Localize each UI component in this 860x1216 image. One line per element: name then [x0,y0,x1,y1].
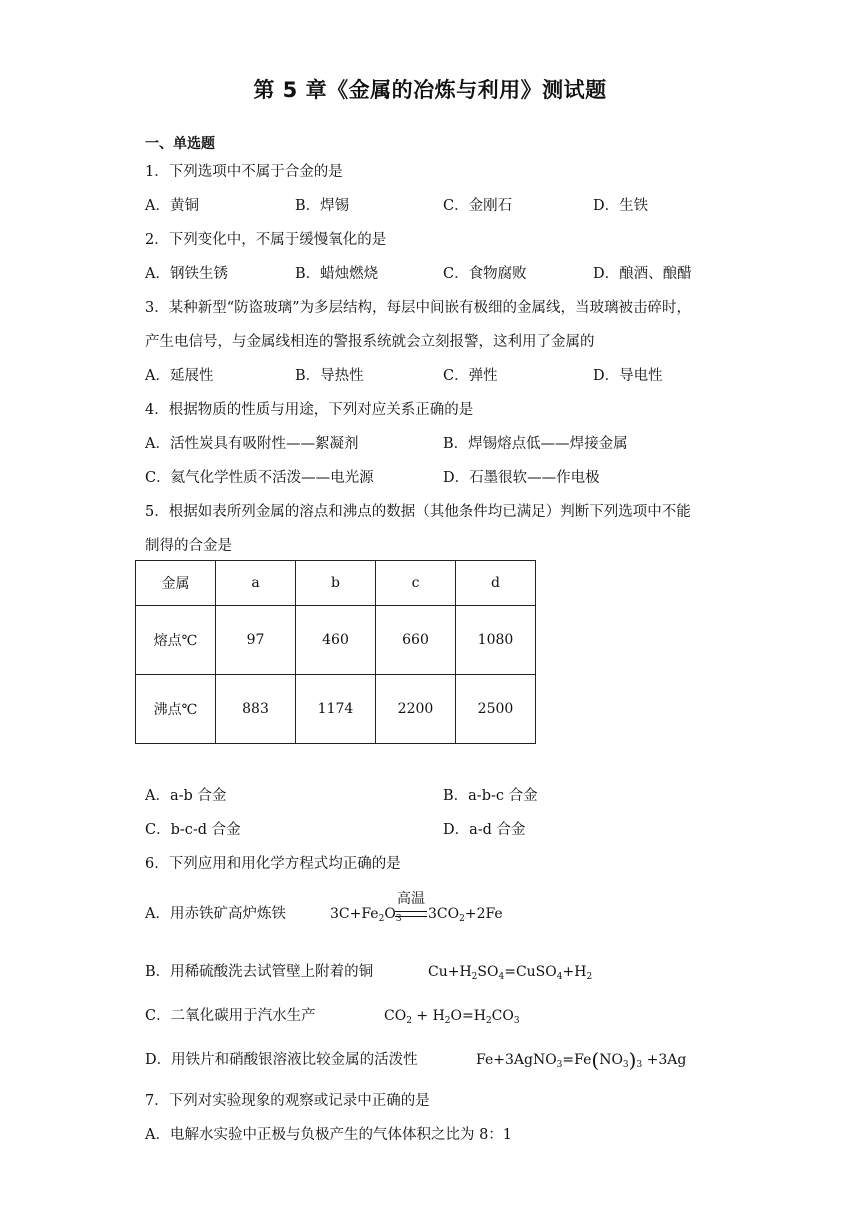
table-cell: 883 [216,675,296,744]
q3-option-c: C．弹性 [443,368,498,384]
q1-option-d: D．生铁 [593,198,649,214]
question-5-stem-line2: 制得的合金是 [145,538,232,554]
q6-equation-c: $CO_2 + H_2O=H_2CO_3$ [384,1008,520,1026]
q7-option-a: A．电解水实验中正极与负极产生的气体体积之比为 8：1 [145,1127,513,1143]
q4-option-a: A．活性炭具有吸附性——絮凝剂 [145,436,359,452]
table-cell: 97 [216,606,296,675]
section-heading: 一、单选题 [145,136,215,152]
question-2-stem: 2．下列变化中，不属于缓慢氧化的是 [145,232,387,248]
q6-option-d: D．用铁片和硝酸银溶液比较金属的活泼性 [145,1052,418,1068]
table-cell: c [376,561,456,606]
question-5-stem-line1: 5．根据如表所列金属的溶点和沸点的数据（其他条件均已满足）判断下列选项中不能 [145,504,691,520]
table-cell: 2200 [376,675,456,744]
q4-option-c: C．氦气化学性质不活泼——电光源 [145,470,374,486]
q2-option-d: D．酿酒、酿醋 [593,266,692,282]
table-cell: 2500 [456,675,536,744]
q6-option-c: C．二氧化碳用于汽水生产 [145,1008,316,1024]
table-cell: 熔点℃ [136,606,216,675]
table-cell: d [456,561,536,606]
table-cell: b [296,561,376,606]
q5-option-c: C．b-c-d 合金 [145,822,241,838]
question-1-stem: 1．下列选项中不属于合金的是 [145,164,343,180]
question-3-stem-line2: 产生电信号，与金属线相连的警报系统就会立刻报警，这利用了金属的 [145,334,595,350]
table-cell: 1080 [456,606,536,675]
q2-option-c: C．食物腐败 [443,266,527,282]
table-header-row [136,561,536,606]
table-cell: 460 [296,606,376,675]
table-cell: 660 [376,606,456,675]
q4-option-d: D．石墨很软——作电极 [443,470,600,486]
q1-option-a: A．黄铜 [145,198,199,214]
q6-equation-a-left: $3C+Fe_2O_3$ [330,906,402,924]
equation-double-line [395,911,427,917]
q3-option-b: B．导热性 [295,368,364,384]
q6-option-b: B．用稀硫酸洗去试管壁上附着的铜 [145,964,374,980]
table-cell: 金属 [136,561,216,606]
q3-option-d: D．导电性 [593,368,663,384]
table-row [136,606,536,675]
q6-equation-a-right: $3CO_2+2Fe$ [428,906,503,924]
question-7-stem: 7．下列对实验现象的观察或记录中正确的是 [145,1093,430,1109]
q6-option-a: A．用赤铁矿高炉炼铁 [145,906,286,922]
page-title: 第 5 章《金属的冶炼与利用》测试题 [253,78,607,102]
table-cell: 沸点℃ [136,675,216,744]
table-row [136,675,536,744]
q2-option-a: A．钢铁生锈 [145,266,228,282]
q5-option-d: D．a-d 合金 [443,822,526,838]
q1-option-b: B．焊锡 [295,198,350,214]
q4-option-b: B．焊锡熔点低——焊接金属 [443,436,628,452]
q6-equation-d: $Fe+3AgNO_3=Fe(NO_3)_3 +3Ag$ [476,1048,687,1072]
question-4-stem: 4．根据物质的性质与用途，下列对应关系正确的是 [145,402,474,418]
table-cell: 1174 [296,675,376,744]
table-cell: a [216,561,296,606]
question-3-stem-line1: 3．某种新型“防盗玻璃”为多层结构，每层中间嵌有极细的金属线，当玻璃被击碎时， [145,300,692,316]
q6-reaction-condition: 高温 [397,891,425,907]
q2-option-b: B．蜡烛燃烧 [295,266,379,282]
q5-option-a: A．a-b 合金 [145,788,227,804]
q3-option-a: A．延展性 [145,368,214,384]
metal-data-table [135,560,536,744]
q6-equation-b: $Cu+H_2SO_4=CuSO_4+H_2$ [428,964,593,982]
q5-option-b: B．a-b-c 合金 [443,788,538,804]
q1-option-c: C．金刚石 [443,198,513,214]
question-6-stem: 6．下列应用和用化学方程式均正确的是 [145,856,401,872]
